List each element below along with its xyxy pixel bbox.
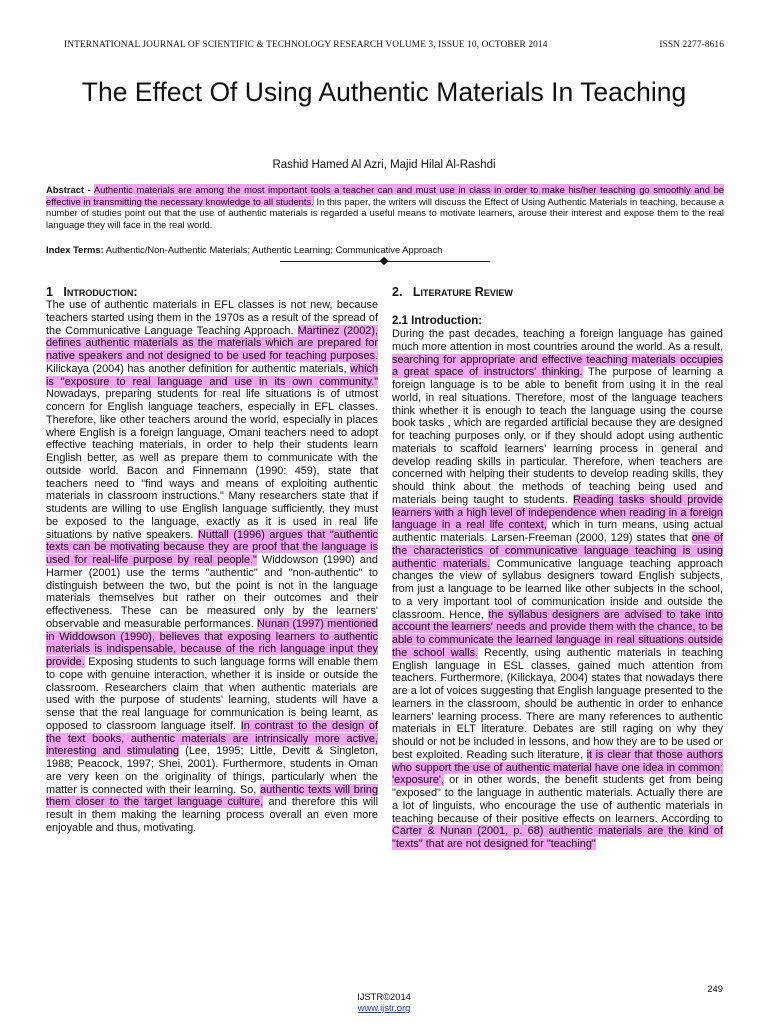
introduction-paragraph <box>46 299 378 835</box>
section-number: 1 <box>46 285 53 299</box>
highlighted-text: searching for appropriate and effective teaching materials occupies a great space of instructors' thinking. <box>392 353 723 379</box>
text-run: The use of authentic materials in EFL classes is not new, because teachers started using them in the 1970s as a result of the spread of the Communicative Language Teaching Approach. <box>46 299 378 337</box>
text-run: Recently, using authentic materials in teaching English language in ESL classes, gained much attention from teachers. Furthermore, (Kilickaya, 2004) states that nowadays there are a lot of voices suggesting that English language presented to the learners in the classroom, should be authentic in order to enhance learners' learning process. There are many references to authentic materials in ELT literature. Debates are still raging on why they should or not be included in lessons, and how they are to be used or best exploited. Reading such literature, <box>392 646 724 761</box>
highlighted-text: one of the characteristics of communicative language teaching is using authentic materials. <box>392 532 723 570</box>
index-terms-label: Index Terms: <box>46 244 104 255</box>
page-footer <box>0 991 768 1013</box>
index-terms <box>46 244 724 256</box>
text-run: During the past decades, teaching a foreign language has gained much more attention in most countries around the world. As a result, <box>392 328 723 353</box>
text-run: Exposing students to such language forms will enable them to cope with genuine interaction, whether it is inside or outside the classroom. Researchers claim that when authentic materials are used with the purpose of students' learning, students will have a sense that the real language for communication is being learnt, as opposed to classroom language itself. <box>46 656 378 732</box>
highlighted-text: Martinez (2002), defines authentic materials as the materials which are prepared for native speakers and not designed to be used for teaching purposes. <box>46 324 378 362</box>
abstract-highlight: Authentic materials are among the most important tools a teacher can and must use in class in order to make his/her teaching go smoothly and be effective in transmitting the necessary knowledge to all students. <box>46 184 724 207</box>
highlighted-text: which is "exposure to real language and use in its own community." <box>46 362 378 388</box>
highlighted-text: In contrast to the design of the text books, authentic materials are intrinsically more active, interesting and stimulating <box>46 719 378 758</box>
section-heading-introduction <box>46 285 378 299</box>
text-run: Nowadays, preparing students for real life situations is of utmost concern for English language teachers, especially in EFL classes. Therefore, like other teachers around the world, especially in places where English is a foreign language, Omani teachers need to adopt effective teaching materials, in order to help their students learn English better, as well as prepare them to communicate with the outside world. Bacon and Finnemann (1990: 459), state that teachers need to "find ways and means of exploiting authentic materials in classroom instructions." Many researchers state that if students are willing to use English language sufficiently, they must be exposed to the language, exactly as it is used in real life situations by native speakers. <box>46 388 378 541</box>
page-number: 249 <box>707 983 723 994</box>
highlighted-text: it is clear that those authors who support the use of authentic material have one idea in common: 'exposure', <box>392 748 723 787</box>
highlighted-text: Reading tasks should provide learners with a high level of independence when reading in a foreign language in a real life context, <box>392 493 723 532</box>
section-separator <box>280 256 490 266</box>
text-run: and therefore this will result in them making the learning process overall an even more enjoyable and thus, motivating. <box>46 796 378 834</box>
running-header <box>64 40 724 54</box>
section-heading-literature-review <box>392 285 723 299</box>
section-title: Literature Review <box>412 285 513 299</box>
issn: ISSN 2277-8616 <box>659 40 724 50</box>
text-run: or in other words, the benefit students get from being "exposed" to the language in authentic materials. Actually there are a lot of linguists, who encourage the use of authentic materials in teaching because of their positive effects on learners. According to <box>392 774 723 825</box>
text-run: Communicative language teaching approach changes the view of syllabus designers toward English subjects, from just a language to be learned like other subjects in the school, to a very important tool of communication inside and outside the classroom. Hence, <box>392 557 724 621</box>
text-run: The purpose of learning a foreign language is to be able to benefit from using it in the real world, in real situations. Therefore, most of the language teachers think whether it is enough to teach the language using the course book tasks , which are regarded artificial because they are designed for teaching purposes only, or if they should adopt using authentic materials to scaffold learners' learning process in general and develop reading skills in particular. Therefore, when teachers are concerned with helping their students to develop reading skills, they should think about the methods of teaching being used and materials being taught to students. <box>392 366 723 506</box>
highlighted-text: the syllabus designers are advised to take into account the learners' needs and provide them with the chance, to be able to communicate the learned language in real situations outside the school walls. <box>392 608 723 659</box>
abstract-text: In this paper, the writers will discuss the Effect of Using Authentic Materials in teaching, because a number of studies point out that the use of authentic materials is regarded a useful means to motivate learners, arouse their interest and expose them to the real language they will face in the real world. <box>46 195 724 230</box>
section-title: Introduction: <box>63 285 138 299</box>
footer-copyright: IJSTR©2014 <box>357 991 411 1002</box>
text-run: Kilickaya (2004) has another definition for authentic materials, <box>46 362 351 375</box>
section-number: 2. <box>392 285 403 299</box>
left-column <box>46 285 378 835</box>
journal-name: INTERNATIONAL JOURNAL OF SCIENTIFIC & TECHNOLOGY RESEARCH VOLUME 3, ISSUE 10, OCTOBER 2014 <box>64 40 548 50</box>
highlighted-text: Carter & Nunan (2001, p. 68) authentic materials are the kind of "texts" that are not designed for "teaching" <box>392 825 723 850</box>
text-run: which in turn means, using actual authentic materials. Larsen-Freeman (2000, 129) states that <box>392 519 723 544</box>
heading-spacer <box>392 299 723 314</box>
abstract-label: Abstract - <box>46 184 91 195</box>
abstract <box>46 184 724 230</box>
authors: Rashid Hamed Al Azri, Majid Hilal Al-Rashdi <box>272 159 496 171</box>
highlighted-text: Nunan (1997) mentioned in Widdowson (1990), believes that exposing learners to authentic materials is indispensable, because of the rich language input they provide. <box>46 617 378 668</box>
footer-link[interactable]: www.ijstr.org <box>357 1002 411 1013</box>
index-terms-text: Authentic/Non-Authentic Materials; Authentic Learning; Communicative Approach <box>103 244 443 255</box>
paper-title: The Effect Of Using Authentic Materials In Teaching <box>81 77 687 107</box>
text-run: (Lee, 1995; Little, Devitt & Singleton, 1988; Peacock, 1997; Shei, 2001). Furthermore, students in Oman are very keen on the originality of things, particularly when the matter is connected with their learning. So, <box>46 745 378 796</box>
highlighted-text: Nuttall (1996) argues that "authentic texts can be motivating because they are proof that the language is used for real-life purpose by real people." <box>46 528 378 566</box>
highlighted-text: authentic texts will bring them closer to the target language culture, <box>46 783 379 809</box>
diamond-icon <box>380 257 388 265</box>
literature-review-paragraph <box>392 328 723 851</box>
text-run: Widdowson (1990) and Harmer (2001) use the terms "authentic" and "non-authentic" to distinguish between the two, but the point is not in the language materials themselves but rather on their outcomes and their effectiveness. These can be measured only by the learners' observable and measurable performances. <box>46 554 378 630</box>
right-column <box>392 285 723 851</box>
subsection-heading: 2.1 Introduction: <box>392 315 483 327</box>
